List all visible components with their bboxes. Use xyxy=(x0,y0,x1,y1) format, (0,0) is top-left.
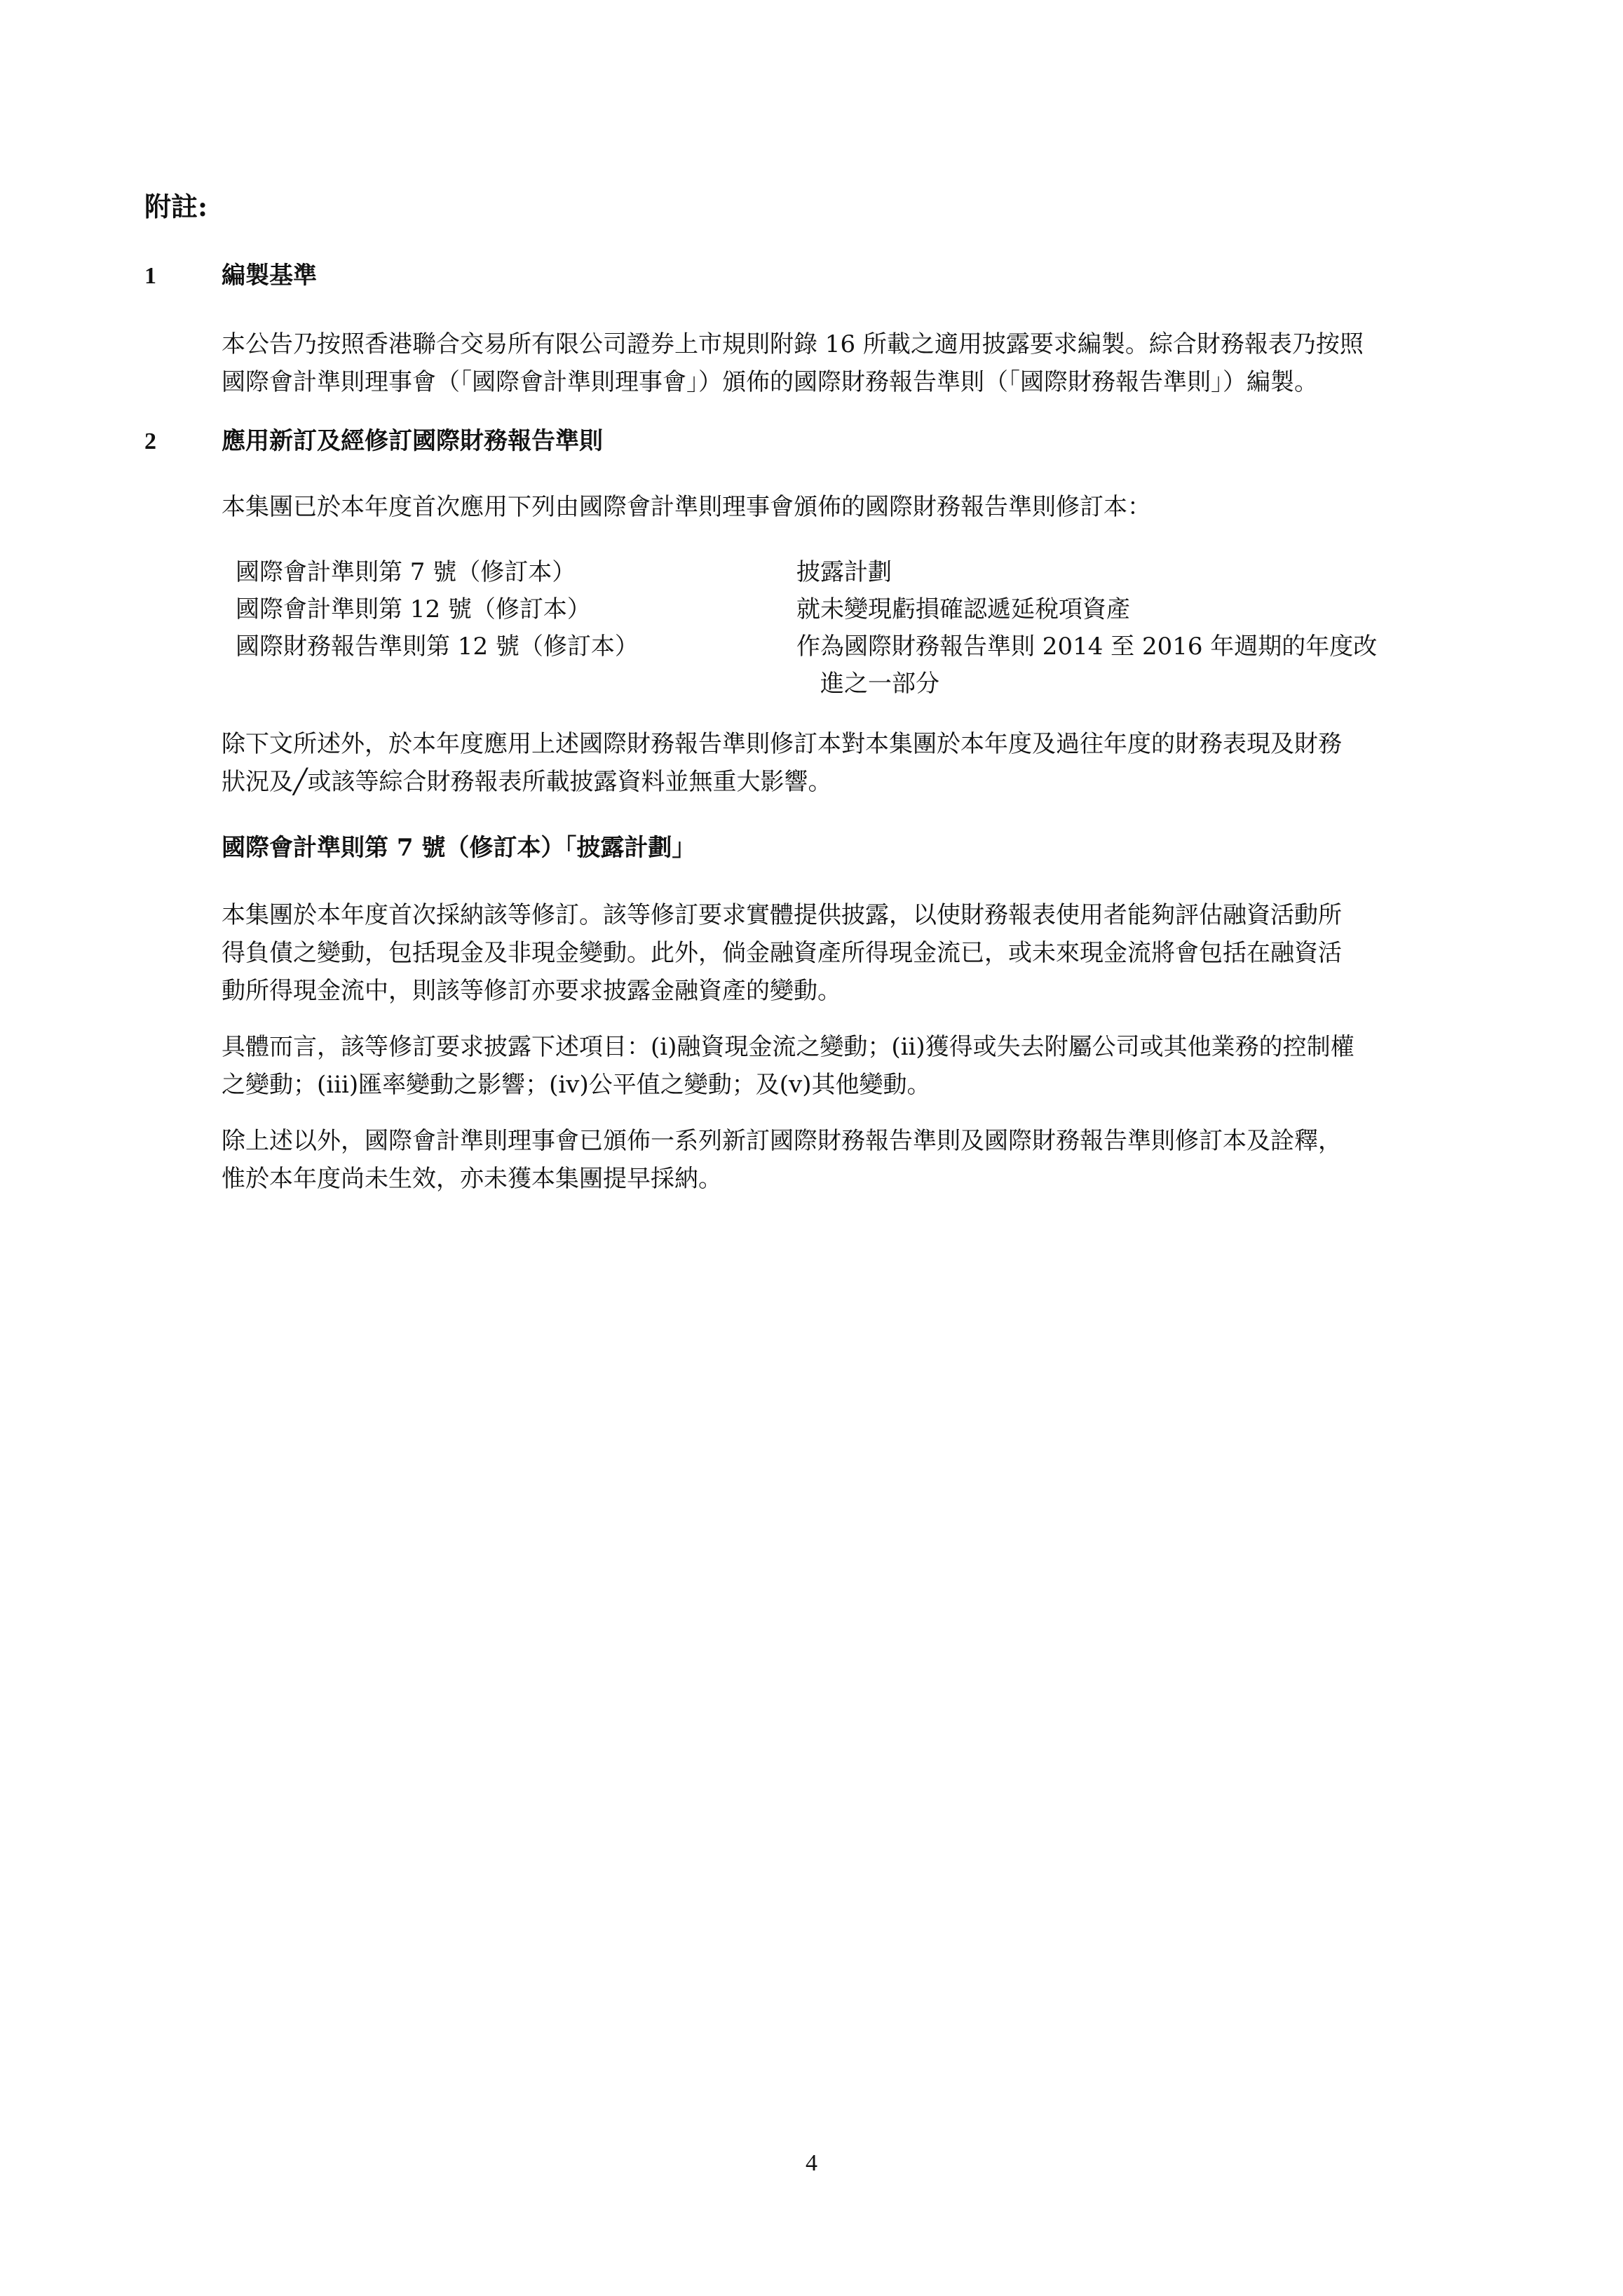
amendment-title xyxy=(796,628,1498,703)
amendments-list xyxy=(236,554,1498,703)
amendment-title-line: 作為國際財務報告準則 2014 至 2016 年週期的年度改 xyxy=(796,633,1378,661)
paragraph-line: 狀況及╱或該等綜合財務報表所載披露資料並無重大影響。 xyxy=(222,768,832,796)
ias7-paragraph-1 xyxy=(222,896,1505,1010)
paragraph-line: 之變動；(iii)匯率變動之影響；(iv)公平值之變動；及(v)其他變動。 xyxy=(222,1071,931,1099)
section-1-paragraph xyxy=(222,325,1505,401)
closing-paragraph xyxy=(222,1122,1505,1198)
ias7-paragraph-2 xyxy=(222,1028,1505,1104)
section-1-title: 編製基準 xyxy=(222,262,317,290)
paragraph-line: 除上述以外，國際會計準則理事會已頒佈一系列新訂國際財務報告準則及國際財務報告準則修訂本及詮釋， xyxy=(222,1127,1342,1155)
paragraph-line: 除下文所述外，於本年度應用上述國際財務報告準則修訂本對本集團於本年度及過往年度的財務表現及財務 xyxy=(222,730,1342,758)
amendment-title-line: 就未變現虧損確認遞延稅項資產 xyxy=(796,595,1130,623)
ias7-subheading: 國際會計準則第 7 號（修訂本）「披露計劃」 xyxy=(222,834,696,862)
paragraph-line: 本集團已於本年度首次應用下列由國際會計準則理事會頒佈的國際財務報告準則修訂本： xyxy=(222,493,1151,521)
section-2-intro xyxy=(222,488,1505,526)
paragraph-line: 具體而言，該等修訂要求披露下述項目：(i)融資現金流之變動；(ii)獲得或失去附屬公司或其他業務的控制權 xyxy=(222,1033,1354,1061)
paragraph-line: 動所得現金流中，則該等修訂亦要求披露金融資產的變動。 xyxy=(222,977,841,1005)
page-number: 4 xyxy=(806,2150,817,2176)
paragraph-line: 得負債之變動，包括現金及非現金變動。此外，倘金融資產所得現金流已，或未來現金流將會包括在融資活 xyxy=(222,939,1342,967)
amendment-title-line: 進之一部分 xyxy=(820,670,939,698)
amendment-title xyxy=(796,554,1498,591)
notes-heading: 附註: xyxy=(144,191,208,222)
section-2-number: 2 xyxy=(144,428,156,454)
section-1-heading xyxy=(144,259,317,292)
section-2-impact-paragraph xyxy=(222,725,1505,801)
amendment-title xyxy=(796,591,1498,628)
section-1-number: 1 xyxy=(144,263,156,289)
amendment-standard: 國際財務報告準則第 12 號（修訂本） xyxy=(236,633,639,661)
paragraph-line: 惟於本年度尚未生效，亦未獲本集團提早採納。 xyxy=(222,1165,722,1193)
paragraph-line: 本集團於本年度首次採納該等修訂。該等修訂要求實體提供披露，以使財務報表使用者能夠評估融資活動所 xyxy=(222,901,1342,929)
amendment-title-line: 披露計劃 xyxy=(796,558,892,586)
paragraph-line: 本公告乃按照香港聯合交易所有限公司證券上市規則附錄 16 所載之適用披露要求編製。綜合財務報表乃按照 xyxy=(222,330,1364,358)
amendment-row xyxy=(236,628,1498,703)
paragraph-line: 國際會計準則理事會（「國際會計準則理事會」）頒佈的國際財務報告準則（「國際財務報告準則」）編製。 xyxy=(222,368,1318,396)
section-2-heading xyxy=(144,425,603,458)
amendment-standard: 國際會計準則第 7 號（修訂本） xyxy=(236,558,576,586)
section-2-title: 應用新訂及經修訂國際財務報告準則 xyxy=(222,427,603,455)
amendment-row xyxy=(236,591,1498,628)
amendment-row xyxy=(236,554,1498,591)
amendment-standard: 國際會計準則第 12 號（修訂本） xyxy=(236,595,591,623)
